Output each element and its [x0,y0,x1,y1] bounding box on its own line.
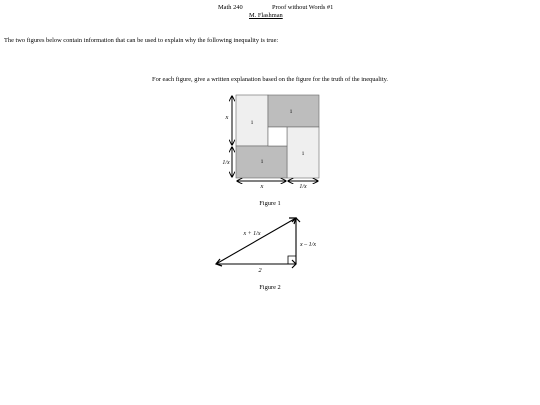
rect-top-right [268,95,319,127]
figure-2 [210,212,330,276]
label-base: 2 [258,267,262,274]
region-label: 1 [260,159,264,165]
figure-2-caption: Figure 2 [259,284,281,291]
label-leg: x – 1/x [300,242,316,248]
region-label: 1 [289,109,293,115]
author-name: M. Flashman [249,12,283,19]
region-label: 1 [250,120,254,126]
label-inv-bottom: 1/x [299,184,307,190]
figure-1-caption: Figure 1 [259,200,281,207]
label-x-side: x [225,114,229,121]
label-x-bottom: x [260,183,264,190]
label-hypotenuse: x + 1/x [243,231,261,237]
figure-1 [218,90,328,192]
course-name: Math 240 [218,4,243,11]
triangle-hypotenuse [216,218,296,264]
intro-text: The two figures below contain information that can be used to explain why the following inequality is true: [4,37,279,44]
region-label: 1 [301,151,305,157]
center-square [268,127,287,146]
document-title: Proof without Words #1 [272,4,334,11]
label-inv-side: 1/x [222,160,230,166]
instruction-text: For each figure, give a written explanation based on the figure for the truth of the inequality. [152,76,388,83]
